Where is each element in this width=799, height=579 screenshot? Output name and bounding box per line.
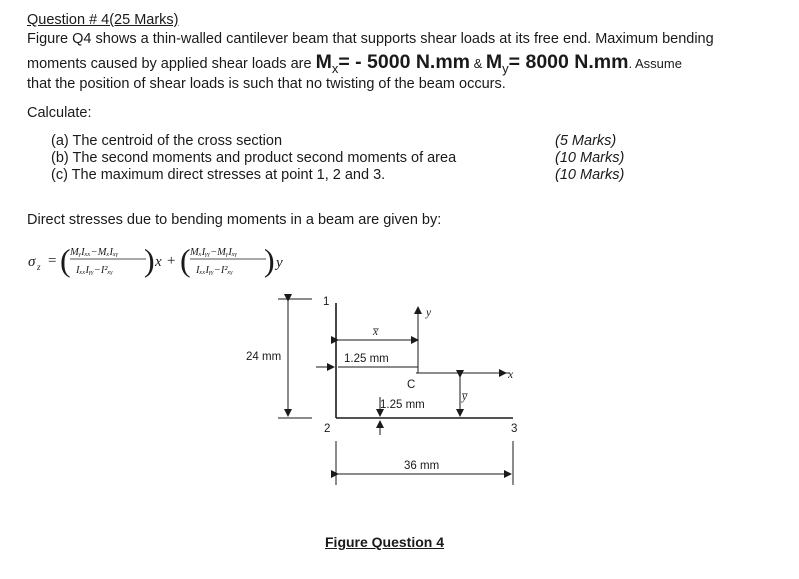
ybar-label: y̅ (462, 391, 468, 403)
xbar-label: x̅ (373, 326, 379, 338)
paren-open-2: ( (180, 242, 191, 278)
paren-open-1: ( (60, 242, 71, 278)
question-line-3: that the position of shear loads is such that no twisting of the beam occurs. (27, 76, 506, 92)
height-label: 24 mm (246, 351, 282, 363)
formula-num1: MᵧIₓₓ−MₓIₓᵧ (70, 247, 119, 258)
point-2-label: 2 (324, 423, 331, 435)
width-label: 36 mm (404, 460, 440, 472)
task-c: (c) The maximum direct stresses at point 1, 2 and 3. (51, 167, 386, 183)
line2-post: . Assume (628, 56, 682, 71)
formula-den2: IₓₓIᵧᵧ−I²ₓᵧ (196, 265, 233, 276)
formula-lhs-sub: z (37, 262, 41, 272)
point-1-label: 1 (323, 296, 330, 308)
question-line-1: Figure Q4 shows a thin-walled cantilever beam that supports shear loads at its free end. Maximum bending (27, 31, 714, 47)
formula-plus: + (167, 253, 176, 269)
formula-x: x (155, 254, 162, 270)
line2-pre: moments caused by applied shear loads are (27, 56, 316, 72)
formula-eq: = (48, 253, 57, 269)
formula-lhs: σ (28, 254, 36, 270)
beam-cross-section-figure (230, 285, 550, 485)
amp: & (470, 56, 486, 71)
point-3-label: 3 (511, 423, 518, 435)
bending-stress-formula (26, 238, 326, 284)
stress-intro: Direct stresses due to bending moments in a beam are given by: (27, 212, 442, 228)
calculate-label: Calculate: (27, 105, 92, 121)
formula-y: y (276, 255, 283, 271)
question-line-2 (27, 51, 682, 76)
task-b: (b) The second moments and product second moments of area (51, 150, 457, 166)
centroid-label: C (407, 379, 416, 391)
thickness-top-label: 1.25 mm (344, 353, 389, 365)
task-a-marks: (5 Marks) (555, 133, 617, 149)
y-axis-label: y (426, 307, 432, 319)
my-symbol: $M_y= 8000$ N.mm (485, 51, 629, 76)
thickness-bottom-label: 1.25 mm (380, 399, 425, 411)
formula-den1: IₓₓIᵧᵧ−I²ₓᵧ (76, 265, 113, 276)
task-c-marks: (10 Marks) (555, 167, 625, 183)
task-b-marks: (10 Marks) (555, 150, 625, 166)
task-a: (a) The centroid of the cross section (51, 133, 283, 149)
figure-caption: Figure Question 4 (325, 534, 445, 550)
formula-num2: MₓIᵧᵧ−MᵧIₓᵧ (190, 247, 238, 258)
mx-symbol: $M_x= - 5000$ N.mm (315, 51, 471, 76)
question-heading: Question # 4(25 Marks) (27, 12, 179, 28)
x-axis-label: x (508, 369, 514, 381)
paren-close-1: ) (144, 242, 155, 278)
paren-close-2: ) (264, 242, 275, 278)
